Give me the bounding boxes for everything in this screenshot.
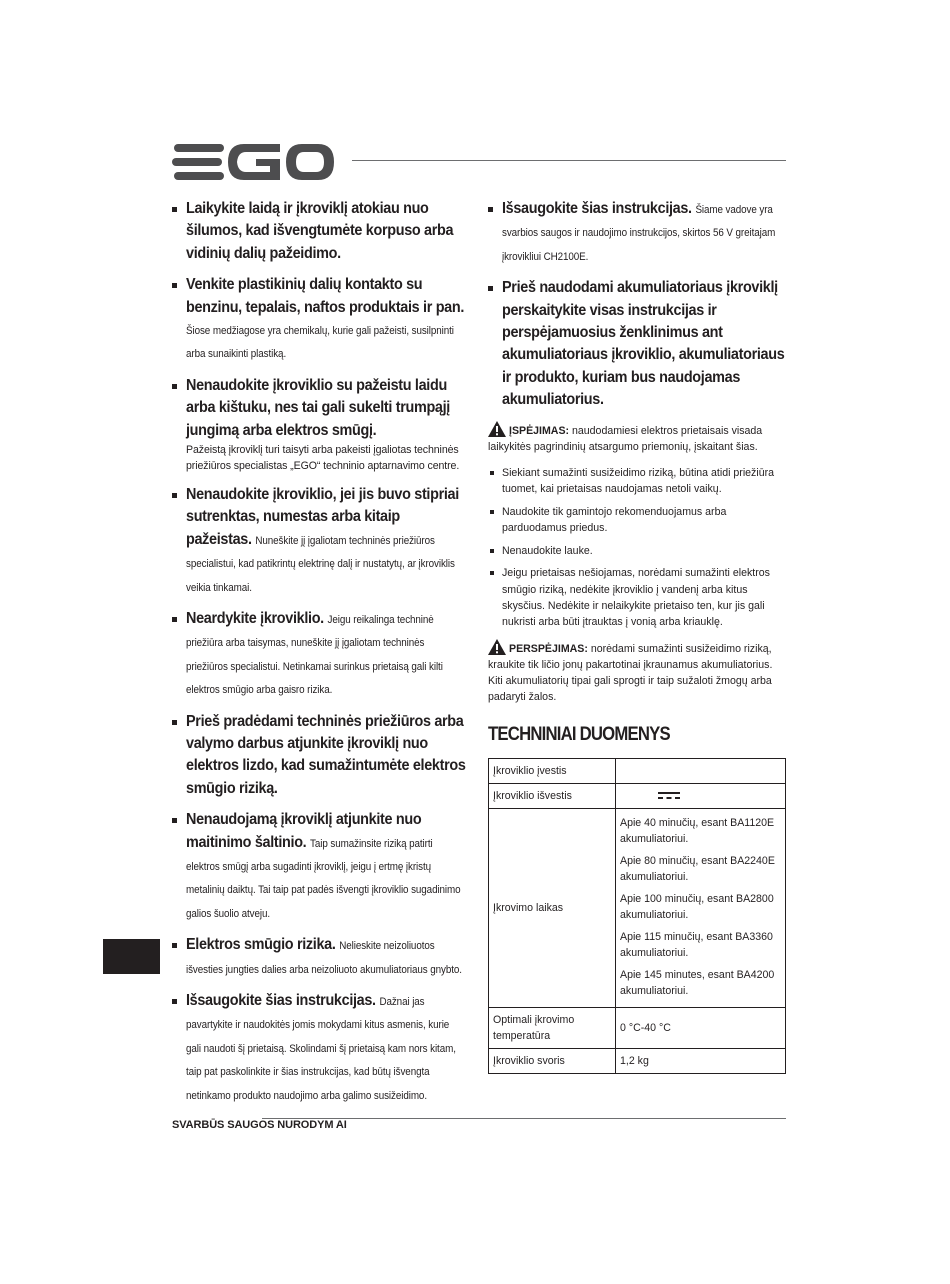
safety-item-heading: Prieš naudodami akumuliatoriaus įkroviklį perskaitykite visas instrukcijas ir perspėjamuosius ženklinimus ant akumuliatoriaus įkroviklio, akumuliatoriaus ir produkto, kuriam bus naudojamas akumuliatorius. (502, 279, 785, 409)
table-row (489, 1007, 786, 1048)
safety-item-heading: Nenaudojamą įkroviklį atjunkite nuo maitinimo šaltinio. (186, 811, 422, 851)
safety-item-heading: Elektros smūgio rizika. (186, 936, 336, 954)
table-cell-label: Įkrovimo laikas (489, 808, 616, 1007)
safety-item (172, 608, 468, 702)
table-row (489, 783, 786, 808)
safety-item (172, 711, 468, 801)
safety-item-heading: Išsaugokite šias instrukcijas. (502, 200, 692, 217)
charge-time-entry: Apie 115 minučių, esant BA3360 akumuliatoriui. (620, 930, 773, 959)
safety-item-body: Dažnai jas pavartykite ir naudokitės jomis mokydami kitus asmenis, kurie gali naudoti šį prietaisą. Skolindami šį prietaisą kam nors kitam, taip pat paskolinkite ir šias instrukcijas, kad būtų išvengta netinkamo produkto naudojimo arba galimo susižeidimo. (186, 996, 456, 1102)
table-row (489, 1048, 786, 1073)
safety-item-heading: Išsaugokite šias instrukcijas. (186, 992, 376, 1009)
safety-item-heading: Laikykite laidą ir įkroviklį atokiau nuo šilumos, kad išvengtumėte korpuso arba vidinių dalių pažeidimo. (186, 200, 454, 262)
warning-triangle-icon (488, 421, 506, 437)
safety-sub-list (488, 465, 786, 631)
safety-item (172, 375, 468, 475)
table-row (489, 808, 786, 1007)
safety-item-body: Pažeistą įkroviklį turi taisyti arba pakeisti įgaliotas techninės priežiūros specialistas „EGO“ techninio aptarnavimo centre. (186, 444, 460, 473)
charge-time-entry: Apie 145 minutes, esant BA4200 akumuliatoriui. (620, 968, 775, 997)
safety-item-heading: Venkite plastikinių dalių kontakto su benzinu, tepalais, naftos produktais ir pan. (186, 276, 465, 316)
ego-logo (172, 143, 336, 181)
safety-item-body: Šiame vadove yra svarbios saugos ir naudojimo instrukcijos, skirtos 56 V greitajam įkrovikliui CH2100E. (502, 204, 776, 263)
caution-label: PERSPĖJIMAS: (509, 642, 588, 655)
safety-item-heading: Prieš pradėdami techninės priežiūros arba valymo darbus atjunkite įkroviklį nuo elektros lizdo, kad sumažintumėte elektros smūgio riziką. (186, 712, 466, 797)
section-footer: SVARBŪS SAUGOS NURODYM AI (172, 1119, 347, 1132)
warning-text: naudodamiesi elektros prietaisais visada laikykitės pagrindinių atsargumo priemonių, įskaitant šias. (488, 424, 763, 453)
list-item: Naudokite tik gamintojo rekomenduojamus arba parduodamus priedus. (488, 504, 786, 537)
safety-item-body: Šiose medžiagose yra chemikalų, kurie gali pažeisti, susilpninti arba sunaikinti plastiką. (186, 325, 454, 361)
dc-symbol-icon (658, 791, 680, 801)
tech-data-table (488, 758, 786, 1074)
table-cell-value (616, 808, 786, 1007)
table-cell-label: Įkroviklio svoris (489, 1048, 616, 1073)
warning-label: ĮSPĖJIMAS: (509, 424, 570, 437)
language-tab (103, 939, 160, 974)
safety-item (172, 934, 468, 981)
safety-item (172, 809, 468, 925)
safety-item (172, 990, 468, 1107)
safety-item (172, 484, 468, 599)
safety-item-body: Nelieskite neizoliuotos išvesties jungties dalies arba neizoliuoto akumuliatoriaus gnybto. (186, 940, 462, 976)
table-cell-label: Įkroviklio išvestis (489, 783, 616, 808)
table-cell-label: Optimali įkrovimo temperatūra (489, 1007, 616, 1048)
table-cell-label: Įkroviklio įvestis (489, 758, 616, 783)
table-cell-value: 0 °C-40 °C (616, 1007, 786, 1048)
right-column (488, 198, 786, 1074)
safety-item-body: Nuneškite jį įgaliotam techninės priežiūros specialistui, kad patikrintų elektrinę dalį ir nustatytų, ar įkroviklis veikia tinkamai. (186, 534, 455, 594)
footer-rule (262, 1118, 786, 1119)
charge-time-entry: Apie 40 minučių, esant BA1120E akumuliatoriui. (620, 816, 775, 845)
left-column (172, 198, 468, 1131)
safety-item (172, 274, 468, 366)
safety-item (488, 277, 786, 411)
table-cell-value (616, 758, 786, 783)
caution-block (488, 639, 786, 706)
safety-item-heading: Nenaudokite įkroviklio su pažeistu laidu arba kištuku, nes tai gali sukelti trumpąjį jungimą arba elektros smūgį. (186, 376, 450, 439)
charge-time-entry: Apie 100 minučių, esant BA2800 akumuliatoriui. (620, 892, 774, 921)
table-cell-value: 1,2 kg (616, 1048, 786, 1073)
list-item: Nenaudokite lauke. (488, 543, 786, 559)
safety-item-body: Jeigu reikalinga techninė priežiūra arba taisymas, nuneškite jį įgaliotam techninės priežiūros specialistui. Netinkamai surinkus prietaisą gali kilti elektros smūgio arba gaisro rizika. (186, 613, 443, 697)
safety-item-heading: Neardykite įkroviklio. (186, 609, 324, 627)
list-item: Siekiant sumažinti susižeidimo riziką, būtina atidi priežiūra tuomet, kai prietaisas naudojamas netoli vaikų. (488, 465, 786, 498)
list-item: Jeigu prietaisas nešiojamas, norėdami sumažinti elektros smūgio riziką, nedėkite įkroviklio į vandenį arba kitus skysčius. Nedėkite ir nelaikykite prietaiso ten, kur jis gali nukristi arba būti įtrauktas į vonią arba kriauklę. (488, 565, 786, 631)
tech-data-title: TECHNINIAI DUOMENYS (488, 723, 670, 745)
safety-item-heading: Nenaudokite įkroviklio, jei jis buvo stipriai sutrenktas, numestas arba kitaip pažeistas. (186, 485, 459, 548)
charge-time-entry: Apie 80 minučių, esant BA2240E akumuliatoriui. (620, 854, 775, 883)
header-rule (352, 160, 786, 161)
warning-triangle-icon (488, 639, 506, 655)
caution-text: norėdami sumažinti susižeidimo riziką, kraukite tik ličio jonų pakartotinai įkraunamus akumuliatorius. Kiti akumuliatorių tipai gali sprogti ir taip sužaloti žmogų arba padaryti žalos. (488, 642, 773, 704)
warning-block (488, 421, 786, 455)
safety-item (172, 198, 468, 265)
safety-item-body: Taip sumažinsite riziką patirti elektros smūgį arba sugadinti įkroviklį, jeigu į ertmę įkristų metalinių daiktų. Tai taip pat padės išvengti įkroviklio sugadinimo galios šuolio atveju. (186, 837, 461, 920)
table-row (489, 758, 786, 783)
safety-item (488, 198, 786, 268)
table-cell-value (616, 783, 786, 808)
